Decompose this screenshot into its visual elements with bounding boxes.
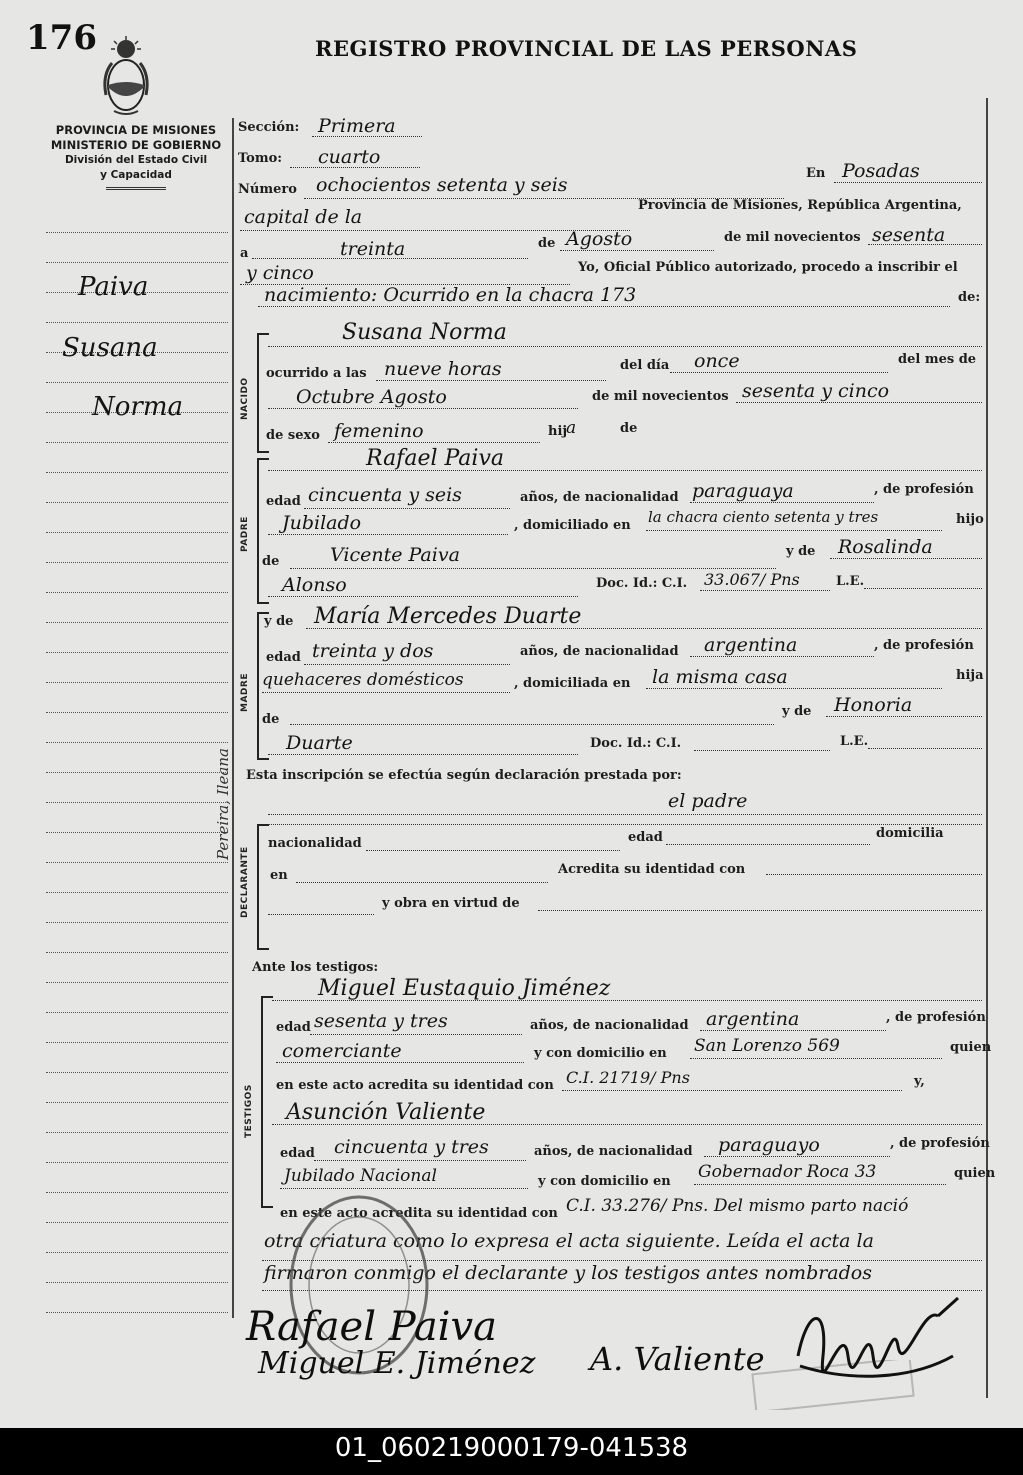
margin-rule-line (46, 1072, 228, 1073)
side-label-nacido: NACIDO (240, 377, 250, 420)
margin-rule-line (46, 562, 228, 563)
value-padre-prof: Jubilado (282, 512, 362, 534)
value-anio-cont: y cinco (246, 262, 314, 284)
label-t1-y: y, (914, 1074, 925, 1089)
margin-rule-line (46, 1222, 228, 1223)
label-decl-nacionalidad: nacionalidad (268, 836, 362, 851)
side-label-padre: PADRE (240, 516, 250, 552)
value-mes-nac: Octubre Agosto (296, 386, 447, 408)
value-acto: nacimiento: Ocurrido en la chacra 173 (264, 284, 637, 306)
margin-rule-line (46, 442, 228, 443)
label-t2-acredita: en este acto acredita su identidad con (280, 1206, 558, 1221)
label-madre-edad: edad (266, 650, 301, 665)
value-testigo2-dom: Gobernador Roca 33 (698, 1162, 877, 1182)
label-madre-profesion: , de profesión (874, 638, 974, 653)
label-declaracion: Esta inscripción se efectúa según declaración prestada por: (246, 768, 682, 783)
value-sexo: femenino (334, 420, 424, 442)
margin-rule-line (46, 262, 228, 263)
padre-bracket (257, 458, 269, 604)
value-padre-edad: cincuenta y seis (308, 484, 462, 506)
label-provincia: Provincia de Misiones, República Argentina, (638, 198, 962, 213)
value-testigo2-ci: C.I. 33.276/ Pns. Del mismo parto nació (566, 1196, 909, 1216)
label-t2-quien: quien (954, 1166, 996, 1181)
value-madre-nombre: María Mercedes Duarte (314, 604, 582, 629)
side-label-declarante: DECLARANTE (240, 846, 250, 918)
value-madre-y-de-cont: Duarte (286, 732, 353, 754)
margin-rule-line (46, 622, 228, 623)
label-del-mes: del mes de (898, 352, 977, 367)
margin-surname: Paiva (78, 272, 149, 302)
label-madre-hija: hija (956, 668, 984, 683)
label-padre-anos-nac: años, de nacionalidad (520, 490, 679, 505)
margin-rule-line (46, 772, 228, 773)
page-title: REGISTRO PROVINCIAL DE LAS PERSONAS (315, 36, 858, 61)
label-padre-le: L.E. (836, 574, 865, 589)
margin-rule-line (46, 1312, 228, 1313)
label-padre-profesion: , de profesión (874, 482, 974, 497)
label-ante-testigos: Ante los testigos: (252, 960, 379, 975)
margin-rule-line (46, 742, 228, 743)
label-t1-anos-nac: años, de nacionalidad (530, 1018, 689, 1033)
label-t2-profesion: , de profesión (890, 1136, 990, 1151)
value-padre-hijo-de: Vicente Paiva (330, 544, 460, 566)
image-footer (0, 1428, 1023, 1475)
value-testigo1-nac: argentina (706, 1008, 800, 1030)
margin-rule-line (46, 1012, 228, 1013)
value-nombre-nacido: Susana Norma (342, 320, 507, 345)
label-madre-y-de2: y de (782, 704, 812, 719)
margin-rule-line (46, 1282, 228, 1283)
signature-witness1: Miguel E. Jiménez (258, 1346, 536, 1381)
margin-rule-line (46, 1042, 228, 1043)
issuer-province: PROVINCIA DE MISIONES (55, 123, 217, 137)
value-numero: ochocientos setenta y seis (316, 174, 568, 196)
margin-rule-line (46, 802, 228, 803)
issuer-block (36, 123, 236, 190)
margin-rule-line (46, 532, 228, 533)
label-de-mil2: de mil novecientos (592, 389, 729, 404)
value-anio: sesenta (872, 224, 946, 246)
value-testigo2-prof: Jubilado Nacional (284, 1166, 437, 1186)
label-t1-domicilio: y con domicilio en (534, 1046, 667, 1061)
label-hij: hij (548, 424, 568, 439)
margin-rule-line (46, 922, 228, 923)
label-madre-anos-nac: años, de nacionalidad (520, 644, 679, 659)
issuer-ministry: MINISTERIO DE GOBIERNO (50, 138, 222, 152)
margin-rule-line (46, 712, 228, 713)
margin-rule-line (46, 472, 228, 473)
margin-rule-line (46, 1162, 228, 1163)
issuer-capacity: y Capacidad (100, 169, 172, 181)
label-padre-domiciliado: , domiciliado en (514, 518, 631, 533)
value-declarante: el padre (668, 790, 748, 812)
value-padre-y-de: Rosalinda (838, 536, 933, 558)
margin-middle-name: Norma (92, 392, 183, 422)
value-padre-y-de-cont: Alonso (282, 574, 347, 596)
margin-rule-line (46, 1192, 228, 1193)
margin-rule-line (46, 232, 228, 233)
footer-id: 01_060219000179-041538 (334, 1433, 689, 1463)
margin-rule-line (46, 682, 228, 683)
label-t2-domicilio: y con domicilio en (538, 1174, 671, 1189)
value-hij: a (566, 418, 577, 438)
label-sexo: de sexo (266, 428, 320, 443)
margin-rule-line (46, 1102, 228, 1103)
margin-rule-line (46, 652, 228, 653)
margin-rule-line (46, 592, 228, 593)
label-t1-profesion: , de profesión (886, 1010, 986, 1025)
label-decl-domicilia: domicilia (876, 826, 944, 841)
signature-witness2: A. Valiente (590, 1340, 765, 1378)
page-number: 176 (26, 18, 97, 58)
value-padre-ci: 33.067/ Pns (704, 570, 800, 589)
issuer-division: División del Estado Civil (64, 154, 208, 166)
note-line-2: firmaron conmigo el declarante y los testigos antes nombrados (264, 1262, 872, 1284)
label-t2-edad: edad (280, 1146, 315, 1161)
label-a: a (240, 246, 249, 261)
label-madre-le: L.E. (840, 734, 869, 749)
value-mes: Agosto (566, 228, 633, 250)
label-decl-en2: en (270, 868, 288, 883)
signature-father: Rafael Paiva (246, 1304, 497, 1350)
label-padre-de: de (262, 554, 280, 569)
margin-rule-line (46, 502, 228, 503)
label-padre-hijo: hijo (956, 512, 984, 527)
margin-rule-line (46, 1132, 228, 1133)
label-madre-domiciliada: , domiciliada en (514, 676, 631, 691)
testigos-bracket (261, 996, 273, 1208)
value-testigo2-nombre: Asunción Valiente (286, 1100, 486, 1125)
label-de-padres: de (620, 421, 638, 436)
value-testigo1-ci: C.I. 21719/ Pns (566, 1068, 690, 1087)
value-anio-nac: sesenta y cinco (742, 380, 890, 402)
label-padre-doc: Doc. Id.: C.I. (596, 576, 688, 591)
value-padre-nombre: Rafael Paiva (366, 446, 505, 471)
label-decl-edad: edad (628, 830, 663, 845)
label-ocurrido: ocurrido a las (266, 366, 367, 381)
label-madre-de: de (262, 712, 280, 727)
value-padre-nac: paraguaya (692, 480, 794, 502)
label-yo-oficial: Yo, Oficial Público autorizado, procedo a inscribir el (578, 260, 958, 275)
left-column-divider (232, 118, 234, 1318)
margin-rule-line (46, 892, 228, 893)
value-dia: treinta (340, 238, 406, 260)
right-border (986, 98, 988, 1398)
label-en: En (806, 166, 826, 181)
margin-rule-line (46, 1252, 228, 1253)
value-testigo1-dom: San Lorenzo 569 (694, 1036, 840, 1056)
value-testigo1-prof: comerciante (282, 1040, 402, 1062)
label-de-mes: de (538, 236, 556, 251)
value-lugar: Posadas (842, 160, 920, 182)
value-madre-nac: argentina (704, 634, 798, 656)
label-numero: Número (238, 182, 297, 197)
label-del-dia: del día (620, 358, 670, 373)
label-tomo: Tomo: (238, 151, 283, 166)
value-dia-nac: once (694, 350, 740, 372)
value-tomo: cuarto (318, 146, 381, 168)
value-testigo2-edad: cincuenta y tres (334, 1136, 489, 1158)
signature-official-icon (788, 1286, 968, 1396)
label-decl-acredita: Acredita su identidad con (558, 862, 746, 877)
value-seccion: Primera (318, 115, 396, 137)
margin-rule-line (46, 832, 228, 833)
label-t2-anos-nac: años, de nacionalidad (534, 1144, 693, 1159)
margin-rule-line (46, 952, 228, 953)
value-madre-y-de: Honoria (834, 694, 913, 716)
label-de-colon: de: (958, 290, 981, 305)
note-line-1: otra criatura como lo expresa el acta siguiente. Leída el acta la (264, 1230, 874, 1252)
side-label-madre: MADRE (240, 673, 250, 712)
margin-rule-line (46, 382, 228, 383)
margin-note: Pereira, Ileana (214, 748, 232, 860)
margin-rule-line (46, 322, 228, 323)
label-padre-y-de: y de (786, 544, 816, 559)
label-padre-edad: edad (266, 494, 301, 509)
value-madre-dom: la misma casa (652, 666, 788, 688)
margin-rule-line (46, 862, 228, 863)
label-seccion: Sección: (238, 120, 300, 135)
margin-first-name: Susana (62, 333, 158, 363)
label-t1-acredita: en este acto acredita su identidad con (276, 1078, 554, 1093)
label-madre-doc: Doc. Id.: C.I. (590, 736, 682, 751)
label-t1-quien: quien (950, 1040, 992, 1055)
margin-rule-line (46, 982, 228, 983)
label-madre-y-de: y de (264, 614, 294, 629)
label-decl-obra: y obra en virtud de (382, 896, 520, 911)
value-padre-dom: la chacra ciento setenta y tres (648, 508, 879, 526)
value-lugar-cont: capital de la (244, 206, 363, 228)
value-testigo2-nac: paraguayo (718, 1134, 820, 1156)
label-t1-edad: edad (276, 1020, 311, 1035)
label-de-mil: de mil novecientos (724, 230, 861, 245)
value-madre-prof: quehaceres domésticos (262, 670, 464, 690)
side-label-testigos: TESTIGOS (244, 1084, 254, 1138)
value-madre-edad: treinta y dos (312, 640, 434, 662)
value-testigo1-edad: sesenta y tres (314, 1010, 448, 1032)
coat-of-arms-icon (100, 35, 152, 117)
value-hora: nueve horas (384, 358, 502, 380)
value-testigo1-nombre: Miguel Eustaquio Jiménez (318, 976, 611, 1001)
